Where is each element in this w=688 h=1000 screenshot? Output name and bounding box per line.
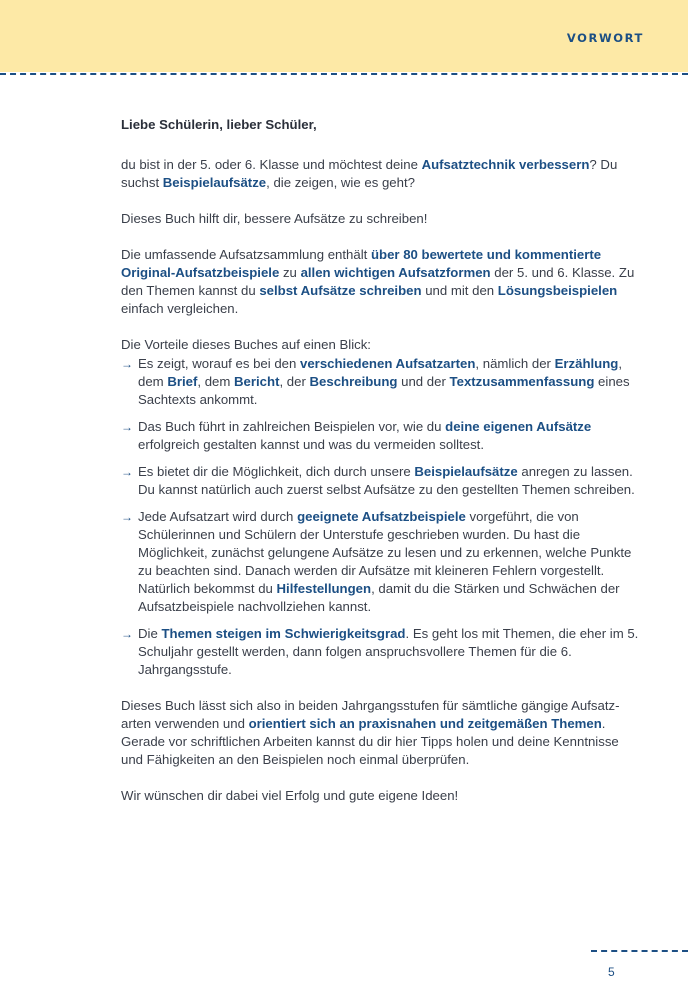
text-run: Das Buch führt in zahlreichen Beispielen vor, wie du: [138, 419, 446, 434]
list-item: [121, 418, 641, 454]
highlight: selbst Aufsätze schreiben: [259, 283, 422, 298]
highlight: orientiert sich an praxisnahen und zeitgemäßen Themen: [248, 716, 602, 731]
list-item: [121, 508, 641, 616]
paragraph-closing: Wir wünschen dir dabei viel Erfolg und gute eigene Ideen!: [121, 788, 459, 803]
header-dashed-rule: [0, 73, 688, 75]
arrow-right-icon: →: [121, 420, 133, 434]
text-run: und der: [397, 374, 450, 389]
arrow-right-icon: →: [121, 627, 133, 641]
highlight: über 80 bewertete und kommentierte Original-Aufsatzbeispiele: [121, 247, 602, 280]
text-run: und mit den: [421, 283, 498, 298]
text-run: Die umfassende Aufsatzsammlung enthält: [121, 247, 371, 262]
paragraph-collection: [121, 246, 641, 318]
text-run: Es zeigt, worauf es bei den: [138, 356, 301, 371]
text-run: , der: [279, 374, 310, 389]
list-item: [121, 463, 641, 499]
section-title: VORWORT: [566, 31, 644, 45]
text-run: , die zeigen, wie es geht?: [266, 175, 415, 190]
text-run: anregen zu lassen. Du kannst natürlich auch zuerst selbst Aufsätze zu den gestellten Themen schreiben.: [138, 464, 635, 497]
arrow-right-icon: →: [121, 465, 133, 479]
highlight: Brief: [167, 374, 198, 389]
footer-dashed-rule: [591, 950, 688, 952]
highlight: Themen steigen im Schwierigkeitsgrad: [161, 626, 406, 641]
page-number: 5: [608, 965, 615, 979]
highlight: Hilfestellungen: [276, 581, 372, 596]
list-item: [121, 625, 641, 679]
paragraph-summary: [121, 697, 641, 769]
paragraph-purpose: Dieses Buch hilft dir, bessere Aufsätze zu schreiben!: [121, 211, 428, 226]
text-run: eines Sachtexts ankommt.: [138, 374, 630, 407]
text-run: Die: [138, 626, 162, 641]
highlight: Aufsatztechnik verbessern: [421, 157, 590, 172]
text-run: Jede Aufsatzart wird durch: [138, 509, 298, 524]
text-run: , damit du die Stärken und Schwächen der Aufsatzbeispiele nachvollziehen kannst.: [138, 581, 620, 614]
text-run: Dieses Buch lässt sich also in beiden Jahrgangsstufen für sämtliche gängige Aufsatzarten verwenden und: [121, 698, 620, 731]
paragraph-intro: [121, 156, 641, 192]
text-run: , dem: [138, 356, 623, 389]
highlight: geeignete Aufsatzbeispiele: [297, 509, 466, 524]
text-run: Es bietet dir die Möglichkeit, dich durch unsere: [138, 464, 415, 479]
preface-body: [121, 116, 641, 823]
arrow-right-icon: →: [121, 357, 133, 371]
text-run: zu: [279, 265, 301, 280]
text-run: vorgeführt, die von Schülerinnen und Schülern der Unterstufe geschrieben wurden. Du hast die Möglichkeit, zunächst gelungene Aufsätze zu lesen und zu erkennen, welche Punkte zu beachten sind. Danach werden dir Aufsätze mit kleineren Fehlern vorgestellt. Natürlich bekommst du: [138, 509, 632, 596]
highlight: verschiedenen Aufsatzarten: [300, 356, 476, 371]
highlight: Beispielaufsätze: [414, 464, 518, 479]
highlight: Bericht: [234, 374, 280, 389]
highlight: Beschreibung: [309, 374, 398, 389]
greeting: Liebe Schülerin, lieber Schüler,: [121, 117, 317, 132]
text-run: . Gerade vor schriftlichen Arbeiten kannst du dir hier Tipps holen und deine Kenntnisse und Fähigkeiten an den Beispielen noch einmal überprüfen.: [121, 716, 619, 767]
highlight: Lösungsbeispielen: [497, 283, 618, 298]
text-run: , dem: [197, 374, 235, 389]
highlight: Erzählung: [554, 356, 619, 371]
highlight: Textzusammenfassung: [449, 374, 595, 389]
list-intro: Die Vorteile dieses Buches auf einen Blick:: [121, 337, 371, 352]
text-run: einfach vergleichen.: [121, 301, 239, 316]
highlight: deine eigenen Aufsätze: [445, 419, 592, 434]
arrow-right-icon: →: [121, 510, 133, 524]
text-run: du bist in der 5. oder 6. Klasse und möchtest deine: [121, 157, 422, 172]
list-item: [121, 355, 641, 409]
highlight: allen wichtigen Aufsatzformen: [300, 265, 491, 280]
advantages-list: [121, 355, 641, 679]
text-run: , nämlich der: [475, 356, 555, 371]
highlight: Beispielaufsätze: [162, 175, 267, 190]
text-run: . Es geht los mit Themen, die eher im 5. Schuljahr gestellt werden, dann folgen anspruchsvollere Themen für die 6. Jahrgangsstufe.: [138, 626, 639, 677]
text-run: erfolgreich gestalten kannst und was du vermeiden solltest.: [138, 437, 484, 452]
text-run: der 5. und 6. Klasse. Zu den Themen kannst du: [121, 265, 635, 298]
text-run: ? Du suchst: [121, 157, 618, 190]
